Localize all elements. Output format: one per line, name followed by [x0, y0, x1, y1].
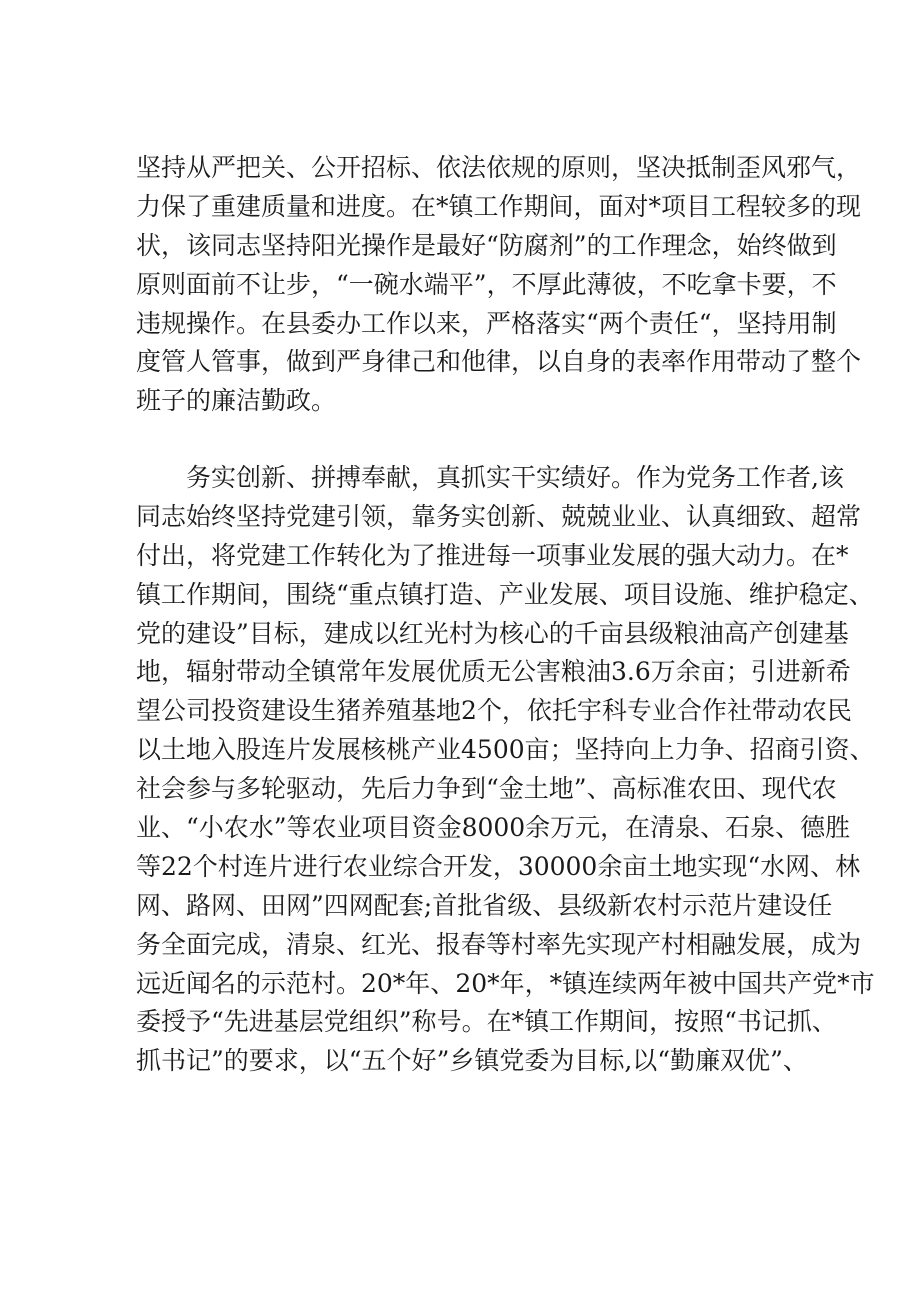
text-line: 以土地入股连片发展核桃产业4500亩；坚持向上力争、招商引资、 — [136, 735, 875, 765]
text-line: 同志始终坚持党建引领，靠务实创新、兢兢业业、认真细致、超常 — [136, 501, 862, 531]
text-line: 班子的廉洁勤政。 — [136, 386, 337, 416]
text-line: 网、路网、田网”四网配套;首批省级、县级新农村示范片建设任 — [136, 890, 833, 920]
paragraph-innovation — [136, 459, 875, 1081]
text-line: 付出，将党建工作转化为了推进每一项事业发展的强大动力。在* — [136, 540, 849, 570]
text-line: 务全面完成，清泉、红光、报春等村率先实现产村相融发展，成为 — [136, 929, 862, 959]
text-line: 违规操作。在县委办工作以来，严格落实“两个责任“，坚持用制 — [136, 308, 837, 338]
text-line: 地，辐射带动全镇常年发展优质无公害粮油3.6万余亩；引进新希 — [136, 657, 851, 687]
text-line: 原则面前不让步，“一碗水端平”，不厚此薄彼，不吃拿卡要，不 — [136, 269, 837, 299]
text-line: 社会参与多轮驱动，先后力争到“金土地”、高标准农田、现代农 — [136, 774, 837, 804]
text-line: 业、“小农水”等农业项目资金8000余万元，在清泉、石泉、德胜 — [136, 813, 851, 843]
text-line: 镇工作期间，围绕“重点镇打造、产业发展、项目设施、维护稳定、 — [136, 579, 874, 609]
text-line: 党的建设”目标，建成以红光村为核心的千亩县级粮油高产创建基 — [136, 618, 849, 648]
text-line: 坚持从严把关、公开招标、依法依规的原则，坚决抵制歪风邪气， — [136, 153, 862, 182]
text-line: 抓书记”的要求，以“五个好”乡镇党委为目标,以“勤廉双优”、 — [136, 1046, 808, 1076]
text-line: 委授予“先进基层党组织”称号。在*镇工作期间，按照“书记抓、 — [136, 1007, 837, 1037]
text-line: 务实创新、拼搏奉献，真抓实干实绩好。作为党务工作者,该 — [186, 463, 844, 492]
text-line: 度管人管事，做到严身律己和他律，以自身的表率作用带动了整个 — [136, 347, 862, 377]
paragraph-integrity — [136, 149, 862, 421]
text-line: 等22个村连片进行农业综合开发，30000余亩土地实现“水网、林 — [136, 851, 861, 881]
text-line: 望公司投资建设生猪养殖基地2个，依托宇科专业合作社带动农民 — [136, 696, 852, 726]
text-line: 力保了重建质量和进度。在*镇工作期间，面对*项目工程较多的现 — [136, 191, 862, 221]
text-line: 远近闻名的示范村。20*年、20*年，*镇连续两年被中国共产党*市 — [136, 968, 875, 998]
text-line: 状，该同志坚持阳光操作是最好“防腐剂”的工作理念，始终做到 — [136, 230, 837, 260]
